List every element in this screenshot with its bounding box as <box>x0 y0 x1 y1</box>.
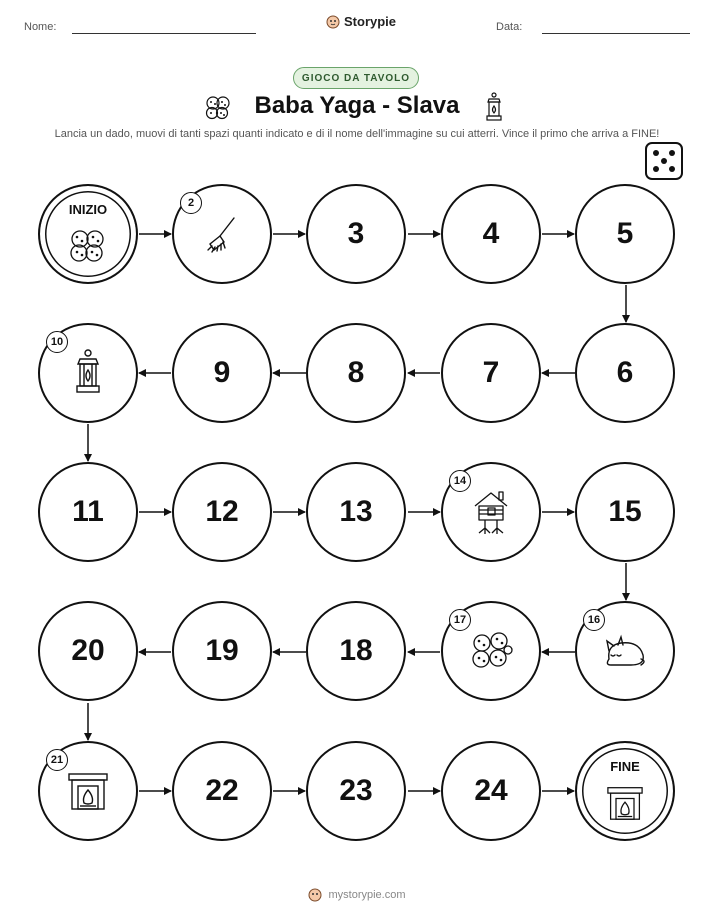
board-space-24 <box>441 741 541 841</box>
broom-icon <box>202 214 242 254</box>
board-space-22 <box>172 741 272 841</box>
space-number: 23 <box>339 774 373 807</box>
space-number: 15 <box>608 495 642 528</box>
board-space-15 <box>575 462 675 562</box>
space-number: 5 <box>616 217 634 250</box>
finish-label: FINE <box>610 759 640 774</box>
space-number-badge: 2 <box>180 192 202 214</box>
board-space-18 <box>306 601 406 701</box>
board-space-4 <box>441 184 541 284</box>
space-number: 9 <box>213 356 231 389</box>
board-space-19 <box>172 601 272 701</box>
category-tag: GIOCO DA TAVOLO <box>293 67 419 89</box>
storypie-mascot-icon <box>308 888 322 902</box>
space-number: 7 <box>482 356 500 389</box>
board-space-13 <box>306 462 406 562</box>
space-number: 11 <box>72 495 104 528</box>
hut-on-chicken-legs-icon <box>469 488 513 536</box>
start-label: INIZIO <box>68 202 108 217</box>
footer <box>0 888 714 902</box>
board-space-6 <box>575 323 675 423</box>
space-number-badge: 10 <box>46 331 68 353</box>
space-number: 24 <box>474 774 508 807</box>
date-label: Data: <box>496 21 523 33</box>
board-space-12 <box>172 462 272 562</box>
board-space-8 <box>306 323 406 423</box>
start-space <box>38 184 138 284</box>
space-number-badge: 21 <box>46 749 68 771</box>
space-number: 22 <box>205 774 239 807</box>
fireplace-icon <box>605 785 645 821</box>
space-number: 19 <box>205 634 239 667</box>
space-number: 18 <box>339 634 373 667</box>
page-title: Baba Yaga - Slava <box>254 92 460 119</box>
space-number: 12 <box>205 495 239 528</box>
brand-name: Storypie <box>344 14 397 29</box>
berries-icon <box>68 228 108 264</box>
space-number-badge: 17 <box>449 609 471 631</box>
board-space-11 <box>38 462 138 562</box>
space-number: 6 <box>616 356 634 389</box>
fireplace-icon <box>66 771 110 811</box>
space-number: 4 <box>482 217 500 250</box>
finish-space <box>575 741 675 841</box>
footer-url[interactable]: mystorypie.com <box>328 889 406 901</box>
board-space-23 <box>306 741 406 841</box>
space-number: 8 <box>347 356 365 389</box>
space-number: 3 <box>347 217 365 250</box>
board-space-7 <box>441 323 541 423</box>
board-space-3 <box>306 184 406 284</box>
board-space-20 <box>38 601 138 701</box>
lantern-icon <box>73 349 103 397</box>
space-number: 20 <box>71 634 105 667</box>
name-label: Nome: <box>24 21 57 33</box>
instructions: Lancia un dado, muovi di tanti spazi quanti indicato e di il nome dell'immagine su cui atterri. Vince il primo che arriva a FINE! <box>54 128 660 140</box>
space-number: 13 <box>339 495 373 528</box>
space-number-badge: 14 <box>449 470 471 492</box>
board-space-5 <box>575 184 675 284</box>
space-number-badge: 16 <box>583 609 605 631</box>
berries-icon <box>469 631 513 671</box>
sleeping-cat-icon <box>601 633 649 669</box>
board-space-9 <box>172 323 272 423</box>
